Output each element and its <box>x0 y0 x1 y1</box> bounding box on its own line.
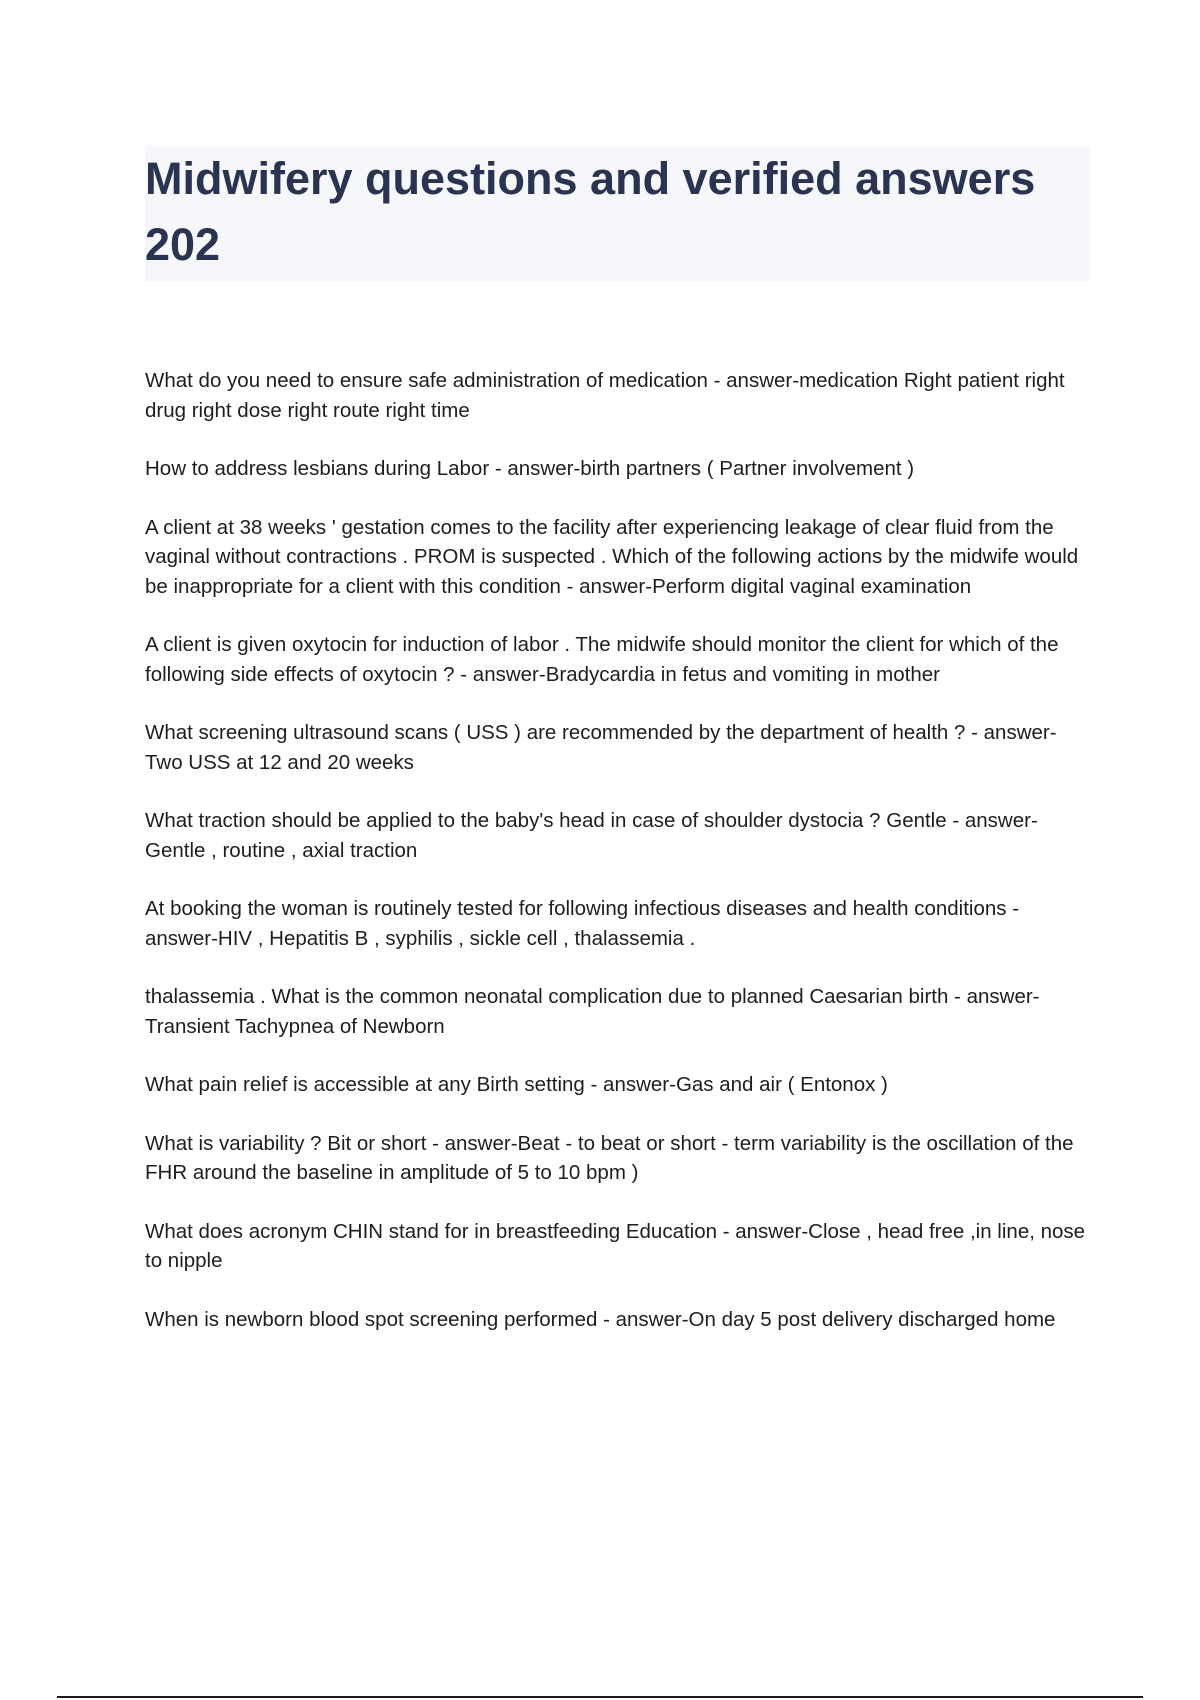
qa-item: What is variability ? Bit or short - answer-Beat - to beat or short - term variability is the oscillation of the FHR around the baseline in amplitude of 5 to 10 bpm ) <box>145 1131 1074 1184</box>
qa-list <box>145 366 1090 1363</box>
qa-item: What traction should be applied to the baby's head in case of shoulder dystocia ? Gentle - answer-Gentle , routine , axial traction <box>145 809 1038 862</box>
qa-item: When is newborn blood spot screening performed - answer-On day 5 post delivery discharged home <box>145 1307 1056 1331</box>
qa-item: thalassemia . What is the common neonatal complication due to planned Caesarian birth - answer-Transient Tachypnea of Newborn <box>145 985 1040 1038</box>
qa-item: How to address lesbians during Labor - answer-birth partners ( Partner involvement ) <box>145 457 915 480</box>
qa-item: What screening ultrasound scans ( USS ) are recommended by the department of health ? - answer-Two USS at 12 and 20 weeks <box>145 721 1057 774</box>
qa-item: At booking the woman is routinely tested for following infectious diseases and health conditions - answer-HIV , Hepatitis B , syphilis , sickle cell , thalassemia . <box>145 897 1020 950</box>
page-title: Midwifery questions and verified answers 202 <box>145 153 1036 270</box>
qa-item: A client at 38 weeks ' gestation comes to the facility after experiencing leakage of clear fluid from the vaginal without contractions . PROM is suspected . Which of the following actions by the midwife would be inappropriate for a client with this condition - answer-Perform digital vaginal examination <box>145 515 1079 598</box>
qa-item: A client is given oxytocin for induction of labor . The midwife should monitor the client for which of the following side effects of oxytocin ? - answer-Bradycardia in fetus and vomiting in mother <box>145 633 1059 686</box>
qa-item: What pain relief is accessible at any Birth setting - answer-Gas and air ( Entonox ) <box>145 1073 888 1096</box>
footer-divider <box>57 1696 1143 1698</box>
qa-item: What does acronym CHIN stand for in breastfeeding Education - answer-Close , head free ,in line, nose to nipple <box>145 1219 1086 1272</box>
qa-item: What do you need to ensure safe administration of medication - answer-medication Right patient right drug right dose right route right time <box>145 369 1065 422</box>
title-block <box>145 146 1090 281</box>
